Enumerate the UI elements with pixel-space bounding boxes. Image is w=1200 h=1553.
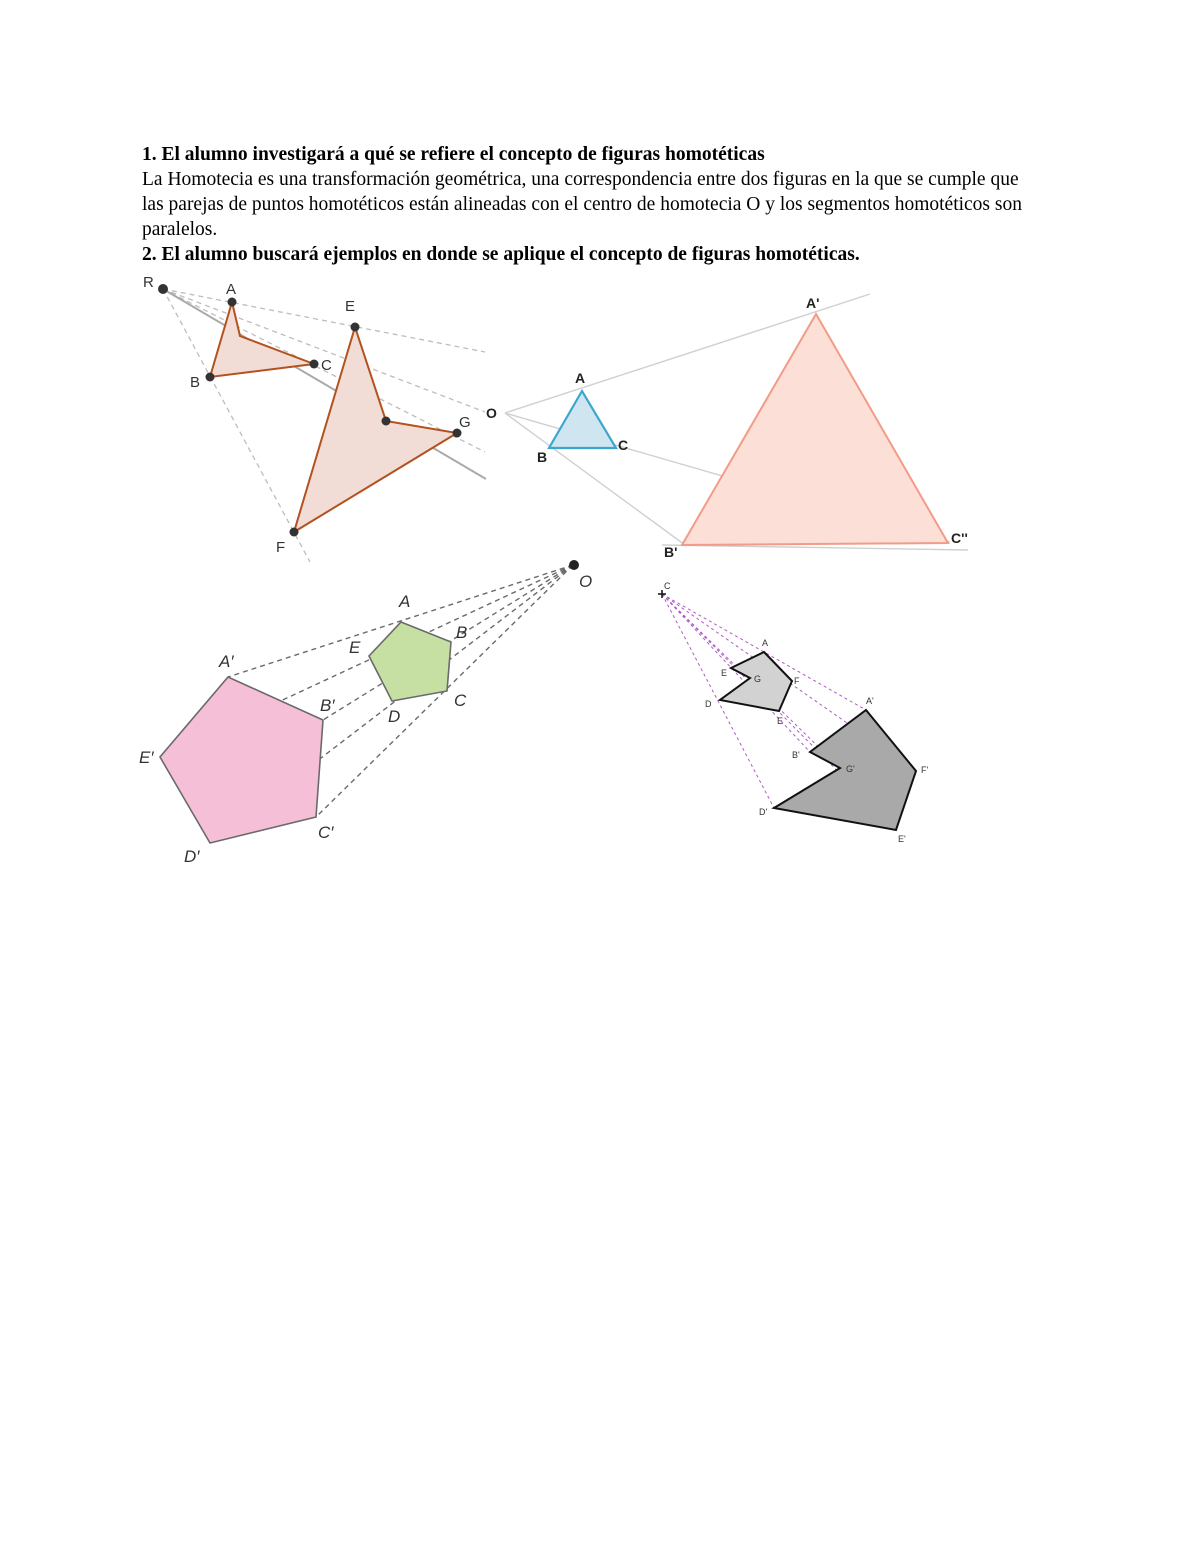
point-inner: [382, 417, 391, 426]
label-b-prime: B': [664, 544, 678, 560]
label-a-prime: A': [806, 295, 820, 311]
label-c: C: [664, 581, 671, 591]
large-gray-shape: [774, 710, 916, 830]
label-o: O: [486, 405, 497, 421]
label-g: G: [459, 414, 471, 431]
label-c: C: [321, 357, 332, 374]
label-d: D: [388, 707, 401, 726]
label-d-prime: D′: [184, 847, 200, 866]
large-orange-triangle: [682, 314, 948, 545]
label-e-bottom: E: [777, 716, 784, 726]
label-b: B: [190, 374, 201, 391]
label-d-prime: D': [759, 807, 768, 817]
small-green-pentagon: [369, 622, 451, 701]
point-f: [290, 528, 299, 537]
ray-r-g: [163, 289, 485, 412]
label-f: F: [794, 676, 800, 686]
label-b: B: [537, 449, 548, 465]
small-blue-triangle: [549, 391, 616, 448]
figure-1-homothety: [143, 274, 486, 562]
label-r: R: [143, 274, 154, 291]
point-e: [351, 323, 360, 332]
label-a: A: [226, 281, 237, 298]
label-a-prime: A': [866, 696, 874, 706]
point-o: [569, 560, 579, 570]
label-g-prime: G': [846, 764, 855, 774]
label-c: C: [454, 691, 467, 710]
point-c: [310, 360, 319, 369]
label-b-prime: B': [792, 750, 800, 760]
label-g: G: [754, 674, 762, 684]
ray-r-a: [163, 289, 485, 352]
label-e-prime: E′: [139, 748, 154, 767]
label-a: A: [575, 370, 586, 386]
label-e: E: [721, 668, 728, 678]
label-c-prime: C′: [318, 823, 334, 842]
point-r: [158, 284, 168, 294]
label-b: B: [456, 623, 468, 642]
large-pink-pentagon: [160, 677, 323, 843]
label-e-prime: E': [898, 834, 906, 844]
figure-4-homothety: [658, 581, 928, 844]
label-e: E: [349, 638, 361, 657]
label-d: D: [705, 699, 712, 709]
section1-body: La Homotecia es una transformación geométrica, una correspondencia entre dos figuras en la que se cumple que las parejas de puntos homotéticos están alineadas con el centro de homotecia O y los segmentos homotéticos son paralelos.: [142, 169, 1022, 240]
point-a: [228, 298, 237, 307]
label-a: A: [762, 638, 769, 648]
label-a-prime: A′: [219, 652, 234, 671]
section1-heading: 1. El alumno investigará a qué se refiere el concepto de figuras homotéticas: [142, 144, 765, 165]
large-triangle: [294, 327, 457, 532]
section2-heading: 2. El alumno buscará ejemplos en donde se aplique el concepto de figuras homotéticas.: [142, 244, 860, 265]
ray-c-b-prime: [662, 594, 810, 752]
label-b-prime: B′: [320, 696, 335, 715]
figure-2-homothety: [486, 294, 968, 560]
label-c: C: [618, 437, 629, 453]
label-f-prime: F': [921, 765, 929, 775]
point-b: [206, 373, 215, 382]
label-e: E: [345, 298, 356, 315]
label-f: F: [276, 539, 286, 556]
label-o: O: [579, 572, 593, 591]
figure-3-homothety: [139, 560, 592, 866]
label-c-prime: C'': [951, 530, 968, 546]
label-a: A: [399, 592, 411, 611]
